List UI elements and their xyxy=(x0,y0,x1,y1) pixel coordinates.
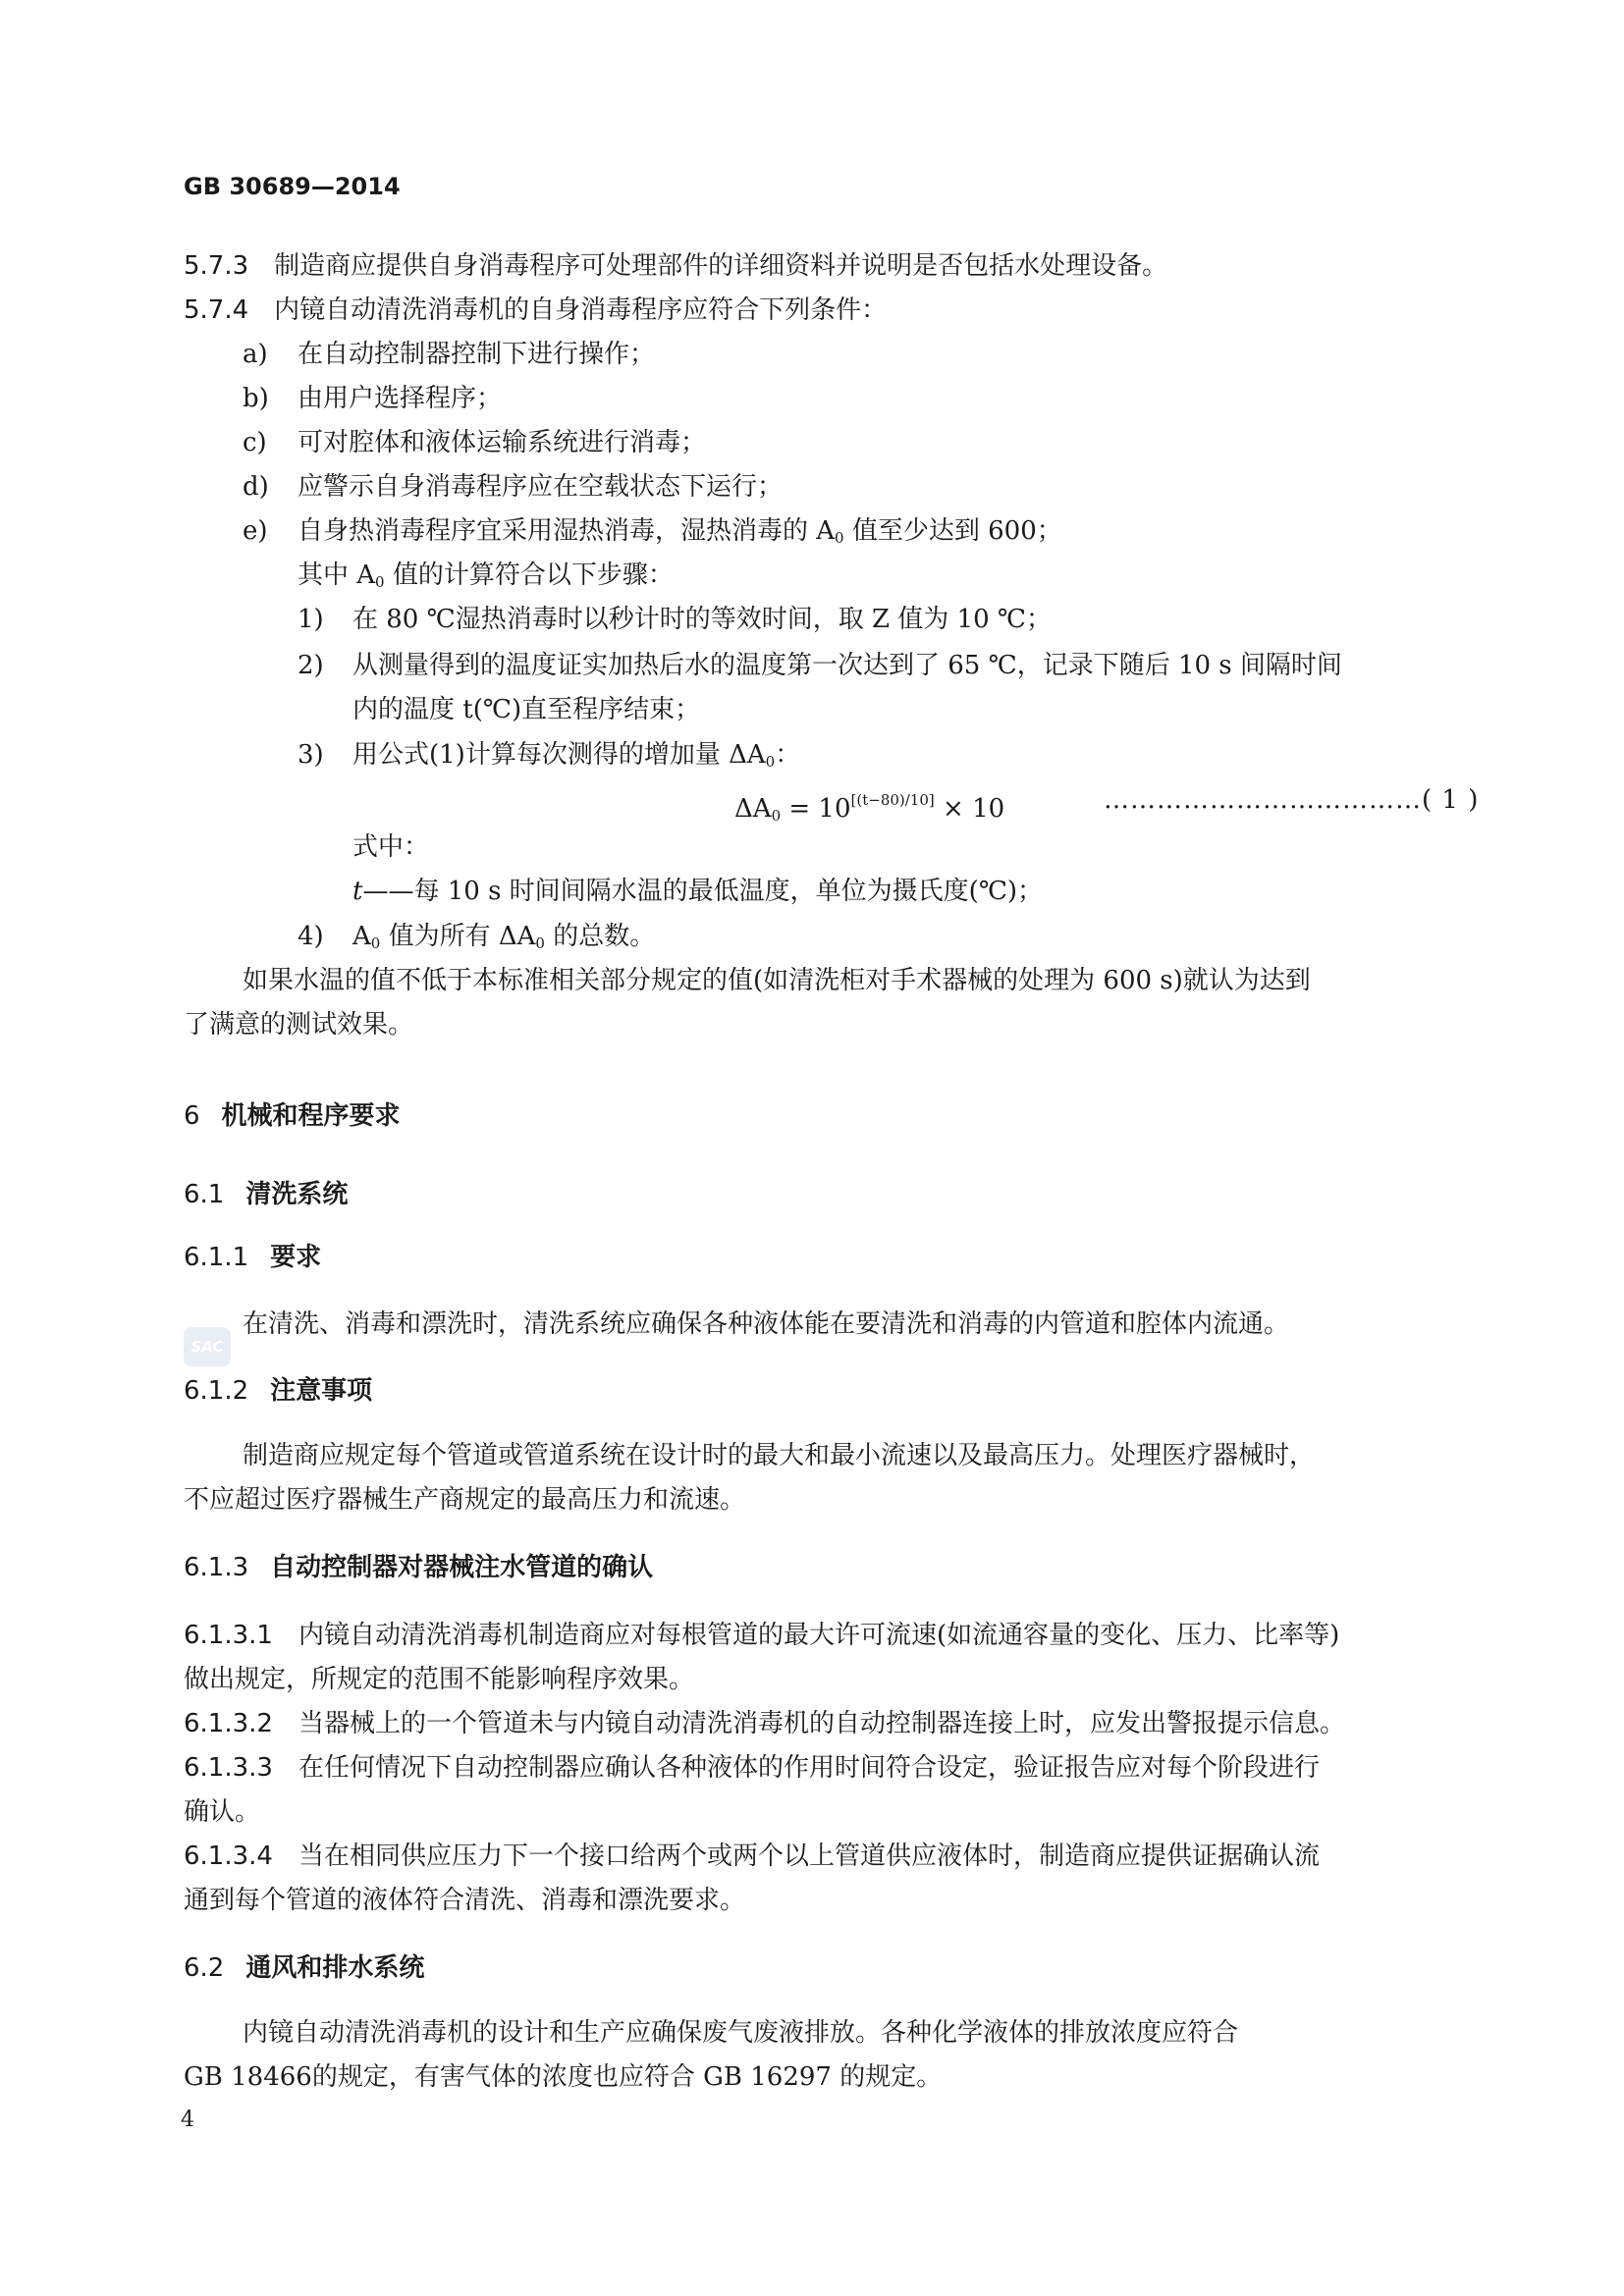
section-number: 6.1.3 xyxy=(184,1553,249,1582)
clause-text: 当在相同供应压力下一个接口给两个或两个以上管道供应液体时，制造商应提供证据确认流 xyxy=(298,1842,1320,1871)
section-6-1-1-heading xyxy=(184,1241,321,1274)
step-text: A xyxy=(352,922,371,951)
clause-text: 在任何情况下自动控制器应确认各种液体的作用时间符合设定，验证报告应对每个阶段进行 xyxy=(298,1753,1320,1783)
section-title: 注意事项 xyxy=(270,1376,373,1406)
section-number: 6.1.1 xyxy=(184,1243,249,1272)
step-label: 1) xyxy=(298,605,324,634)
list-item-c xyxy=(243,426,706,459)
closing-line-2: 了满意的测试效果。 xyxy=(184,1010,414,1040)
section-number: 6.2 xyxy=(184,1953,225,1983)
clause-6-1-3-4 xyxy=(184,1840,1320,1873)
section-title: 通风和排水系统 xyxy=(245,1953,425,1983)
section-6-1-heading xyxy=(184,1178,348,1211)
step-text-end: ： xyxy=(775,740,801,770)
step-2-line-2: 内的温度 t(℃)直至程序结束； xyxy=(352,695,701,724)
closing-line-1: 如果水温的值不低于本标准相关部分规定的值(如清洗柜对手术器械的处理为 600 s)就认为达到 xyxy=(243,966,1311,995)
section-6-heading xyxy=(184,1099,401,1133)
sac-watermark: SAC xyxy=(184,1327,231,1366)
where-text: ——每 10 s 时间间隔水温的最低温度，单位为摄氏度(℃)； xyxy=(362,877,1044,906)
list-text: 应警示自身消毒程序应在空载状态下运行； xyxy=(298,472,784,502)
clause-6-1-3-3 xyxy=(184,1751,1320,1785)
where-definition xyxy=(352,875,1043,908)
subscript: 0 xyxy=(835,529,844,547)
section-number: 6 xyxy=(184,1101,200,1131)
list-text: 可对腔体和液体运输系统进行消毒； xyxy=(298,428,707,457)
list-item-a xyxy=(243,338,655,371)
list-label: d) xyxy=(243,472,269,502)
clause-6-1-3-2 xyxy=(184,1707,1345,1740)
clause-6-1-3-3-line-2: 确认。 xyxy=(184,1797,261,1827)
subscript: 0 xyxy=(535,934,545,952)
list-label: a) xyxy=(243,340,268,369)
subscript: 0 xyxy=(771,807,782,825)
clause-number: 5.7.3 xyxy=(184,251,249,281)
clause-number: 5.7.4 xyxy=(184,295,249,325)
clause-5-7-3 xyxy=(184,249,1167,283)
section-6-1-1-text: 在清洗、消毒和漂洗时，清洗系统应确保各种液体能在要清洗和消毒的内管道和腔体内流通。 xyxy=(243,1309,1290,1339)
subscript: 0 xyxy=(375,573,385,591)
section-6-1-2-heading xyxy=(184,1374,372,1408)
formula-1 xyxy=(734,783,1004,832)
variable-t: t xyxy=(352,877,363,906)
clause-6-1-3-1 xyxy=(184,1619,1339,1652)
clause-text: 内镜自动清洗消毒机的自身消毒程序应符合下列条件： xyxy=(274,295,888,325)
section-6-2-line-2: GB 18466的规定，有害气体的浓度也应符合 GB 16297 的规定。 xyxy=(184,2062,943,2092)
step-4 xyxy=(298,920,655,960)
subscript: 0 xyxy=(370,934,381,952)
subscript: 0 xyxy=(765,753,776,771)
list-item-e xyxy=(243,514,1062,555)
section-title: 机械和程序要求 xyxy=(221,1101,401,1131)
formula-number: ………………………………( 1 ) xyxy=(1104,785,1480,815)
section-6-2-heading xyxy=(184,1951,424,1985)
section-title: 要求 xyxy=(270,1243,322,1272)
section-number: 6.1.2 xyxy=(184,1376,249,1406)
formula-exponent: [(t−80)/10] xyxy=(850,791,935,809)
step-label: 4) xyxy=(298,922,324,951)
list-text: 自身热消毒程序宜采用湿热消毒，湿热消毒的 A xyxy=(298,516,836,546)
section-title: 自动控制器对器械注水管道的确认 xyxy=(270,1553,654,1582)
section-number: 6.1 xyxy=(184,1180,225,1209)
step-3 xyxy=(298,738,800,778)
section-6-2-line-1: 内镜自动清洗消毒机的设计和生产应确保废气废液排放。各种化学液体的排放浓度应符合 xyxy=(243,2018,1239,2048)
clause-text: 制造商应提供自身消毒程序可处理部件的详细资料并说明是否包括水处理设备。 xyxy=(274,251,1168,281)
formula-eq: = 10 xyxy=(781,794,851,824)
clause-5-7-4 xyxy=(184,294,887,327)
standard-id: GB 30689—2014 xyxy=(184,173,401,200)
clause-number: 6.1.3.1 xyxy=(184,1621,273,1650)
list-text: 由用户选择程序； xyxy=(298,384,503,413)
step-text: 用公式(1)计算每次测得的增加量 ΔA xyxy=(352,740,766,770)
step-label: 3) xyxy=(298,740,324,770)
section-title: 清洗系统 xyxy=(245,1180,349,1209)
step-text-end: 的总数。 xyxy=(544,922,656,951)
clause-6-1-3-1-line-2: 做出规定，所规定的范围不能影响程序效果。 xyxy=(184,1665,695,1694)
section-6-1-2-line-1: 制造商应规定每个管道或管道系统在设计时的最大和最小流速以及最高压力。处理医疗器械时， xyxy=(243,1441,1316,1470)
step-2 xyxy=(298,649,1342,682)
clause-text: 内镜自动清洗消毒机制造商应对每根管道的最大许可流速(如流通容量的变化、压力、比率等) xyxy=(298,1621,1340,1650)
formula-lhs: ΔA xyxy=(734,794,772,824)
calc-intro xyxy=(298,559,674,599)
where-label: 式中： xyxy=(352,832,430,862)
clause-number: 6.1.3.2 xyxy=(184,1709,273,1738)
step-label: 2) xyxy=(298,651,324,680)
clause-number: 6.1.3.4 xyxy=(184,1842,273,1871)
list-label: c) xyxy=(243,428,267,457)
list-label: e) xyxy=(243,516,268,546)
list-text: 在自动控制器控制下进行操作； xyxy=(298,340,656,369)
page-number: 4 xyxy=(181,2108,194,2132)
calc-intro-text: 其中 A xyxy=(298,561,376,590)
section-6-1-2-line-2: 不应超过医疗器械生产商规定的最高压力和流速。 xyxy=(184,1485,746,1515)
step-text: 从测量得到的温度证实加热后水的温度第一次达到了 65 ℃，记录下随后 10 s 间隔时间 xyxy=(352,651,1342,680)
step-text: 在 80 ℃湿热消毒时以秒计时的等效时间，取 Z 值为 10 ℃； xyxy=(352,605,1052,634)
list-item-b xyxy=(243,382,502,415)
step-1 xyxy=(298,603,1052,636)
clause-number: 6.1.3.3 xyxy=(184,1753,273,1783)
list-text-end: 值至少达到 600； xyxy=(843,516,1062,546)
list-item-d xyxy=(243,470,783,504)
step-text-mid: 值为所有 ΔA xyxy=(380,922,536,951)
clause-6-1-3-4-line-2: 通到每个管道的液体符合清洗、消毒和漂洗要求。 xyxy=(184,1886,746,1915)
formula-rhs: × 10 xyxy=(934,794,1005,824)
list-label: b) xyxy=(243,384,269,413)
calc-intro-end: 值的计算符合以下步骤： xyxy=(384,561,674,590)
clause-text: 当器械上的一个管道未与内镜自动清洗消毒机的自动控制器连接上时，应发出警报提示信息。 xyxy=(298,1709,1345,1738)
section-6-1-3-heading xyxy=(184,1551,653,1584)
